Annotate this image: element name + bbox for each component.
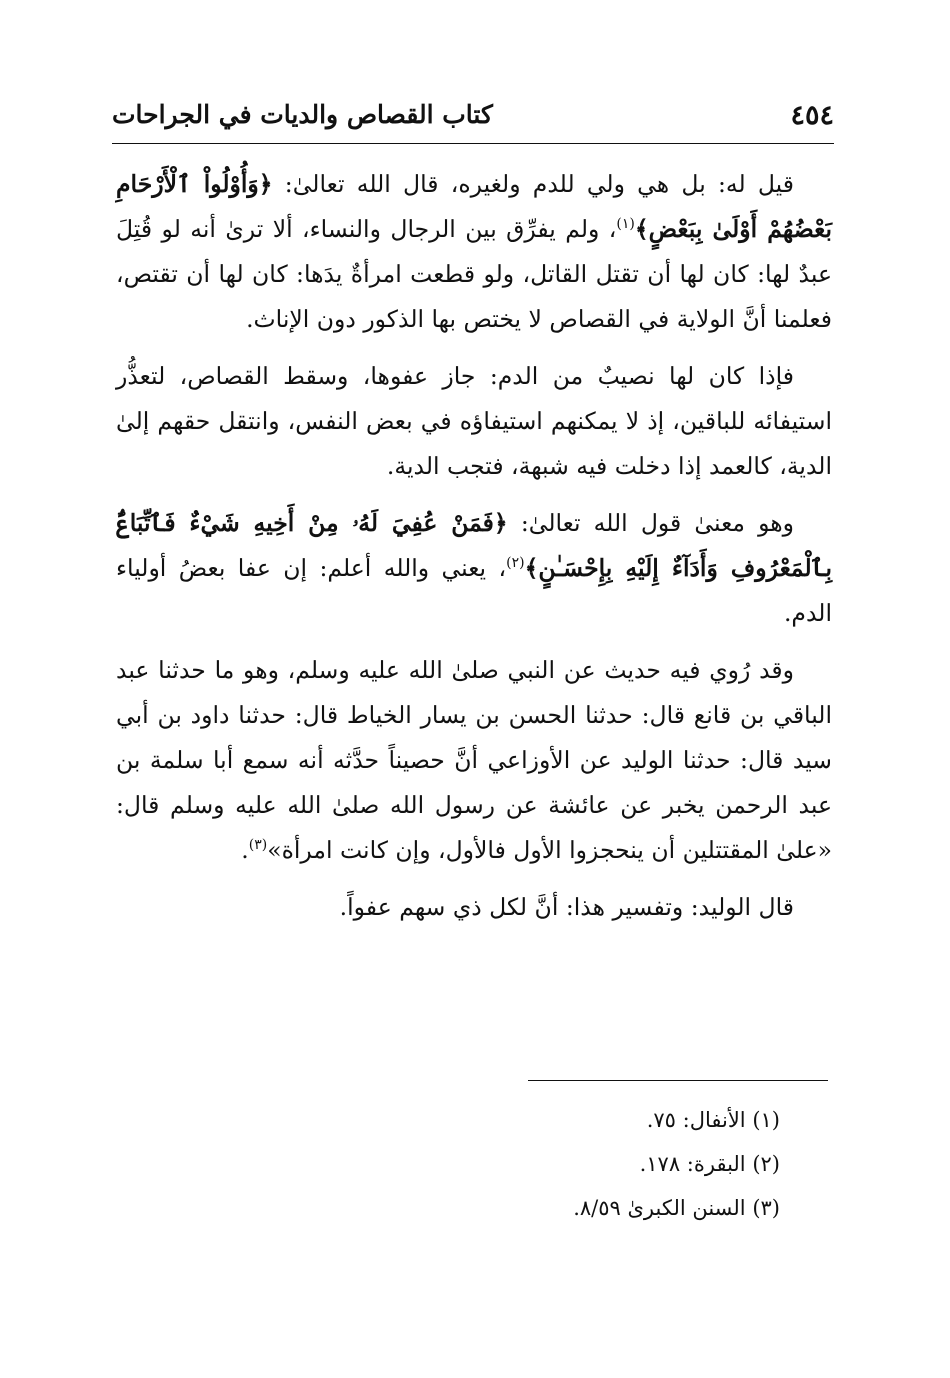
footnote-3: (٣) السنن الكبرىٰ ٨/٥٩. bbox=[573, 1196, 780, 1220]
paragraph-text: . bbox=[241, 836, 249, 864]
paragraph bbox=[116, 885, 832, 930]
paragraph bbox=[116, 162, 832, 342]
paragraph bbox=[116, 501, 832, 636]
paragraph bbox=[116, 648, 832, 873]
footnote-rule bbox=[528, 1080, 828, 1081]
paragraph-text: فإذا كان لها نصيبٌ من الدم: جاز عفوها، وسقط القصاص، لتعذُّر استيفائه للباقين، إذ لا يمكنهم استيفاؤه في بعض النفس، وانتقل حقهم إلىٰ الدية، كالعمد إذا دخلت فيه شبهة، فتجب الدية. bbox=[116, 362, 832, 480]
quran-verse: ﴿فَمَنْ عُفِيَ لَهُۥ مِنْ أَخِيهِ شَيْءٌ فَٱتِّبَاعٌۢ بِٱلْمَعْرُوفِ وَأَدَآءٌ إِلَيْهِ بِإِحْسَـٰنٍ﴾ bbox=[116, 509, 832, 582]
footnotes bbox=[300, 1098, 780, 1230]
footnote-reference: (١) bbox=[616, 216, 635, 233]
paragraph-text: قال الوليد: وتفسير هذا: أنَّ لكل ذي سهم عفواً. bbox=[339, 893, 794, 921]
paragraph-text: وقد رُوي فيه حديث عن النبي صلىٰ الله عليه وسلم، وهو ما حدثنا عبد الباقي بن قانع قال: حدثنا الحسن بن يسار الخياط قال: حدثنا داود بن أبي سيد قال: حدثنا الوليد عن الأوزاعي أنَّ حصيناً حدَّثه أنه سمع أبا سلمة بن عبد الرحمن يخبر عن عائشة عن رسول الله صلىٰ الله عليه وسلم قال: «علىٰ المقتتلين أن ينحجزوا الأول فالأول، وإن كانت امرأة» bbox=[116, 656, 832, 864]
footnote-2: (٢) البقرة: ١٧٨. bbox=[639, 1152, 780, 1176]
paragraph-text: ، يعني والله أعلم: إن عفا بعضُ أولياء الدم. bbox=[116, 554, 832, 627]
footnote-reference: (٣) bbox=[248, 837, 268, 854]
paragraph-text: ، ولم يفرِّق بين الرجال والنساء، ألا ترىٰ أنه لو قُتِلَ عبدٌ لها: كان لها أن تقتل القاتل، ولو قطعت امرأةٌ يدَها: كان لها أن تقتص، فعلمنا أنَّ الولاية في القصاص لا يختص بها الذكور دون الإناث. bbox=[116, 215, 832, 333]
footnote-reference: (٢) bbox=[506, 555, 525, 572]
main-text bbox=[116, 162, 832, 942]
quran-verse: ﴿وَأُوْلُواْ ٱلْأَرْحَامِ بَعْضُهُمْ أَوْلَىٰ بِبَعْضٍ﴾ bbox=[116, 170, 832, 243]
footnote-1: (١) الأنفال: ٧٥. bbox=[646, 1108, 780, 1132]
paragraph bbox=[116, 354, 832, 489]
paragraph-text: وهو معنىٰ قول الله تعالىٰ: bbox=[507, 509, 794, 537]
page-header bbox=[112, 96, 834, 140]
header-rule bbox=[112, 143, 834, 144]
paragraph-text: قيل له: بل هي ولي للدم ولغيره، قال الله تعالىٰ: bbox=[272, 170, 795, 198]
running-title: كتاب القصاص والديات في الجراحات bbox=[112, 100, 493, 129]
page-number: ٤٥٤ bbox=[790, 100, 834, 131]
